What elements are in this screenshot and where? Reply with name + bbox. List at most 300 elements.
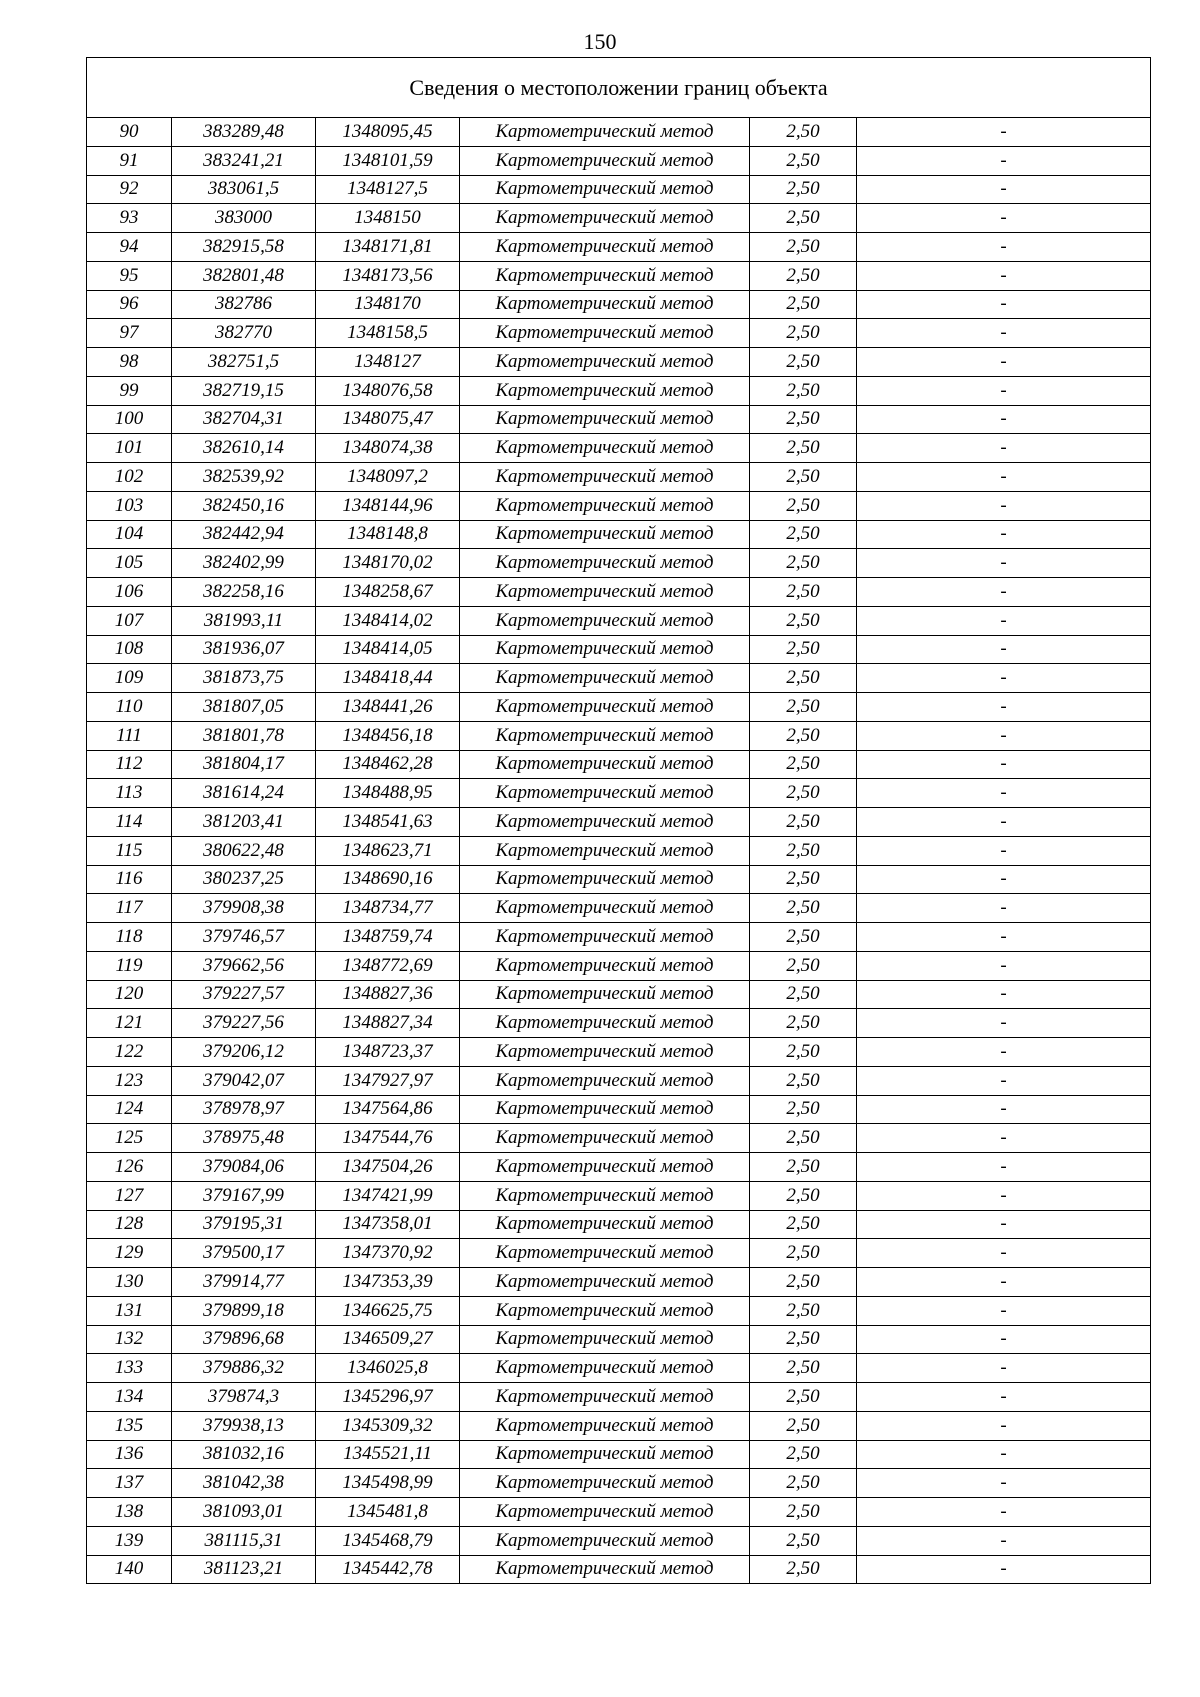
table-row [87, 233, 1151, 262]
y-coordinate-cell: 1348258,67 [316, 578, 460, 607]
table-row [87, 1210, 1151, 1239]
table-row [87, 1296, 1151, 1325]
y-coordinate-cell: 1345481,8 [316, 1498, 460, 1527]
accuracy-cell: 2,50 [750, 721, 857, 750]
accuracy-cell: 2,50 [750, 405, 857, 434]
accuracy-cell: 2,50 [750, 1009, 857, 1038]
point-number-cell: 132 [87, 1325, 172, 1354]
description-cell: - [857, 261, 1151, 290]
x-coordinate-cell: 378978,97 [172, 1095, 316, 1124]
point-number-cell: 124 [87, 1095, 172, 1124]
table-row [87, 1181, 1151, 1210]
x-coordinate-cell: 381936,07 [172, 635, 316, 664]
table-row [87, 1239, 1151, 1268]
accuracy-cell: 2,50 [750, 808, 857, 837]
accuracy-cell: 2,50 [750, 1095, 857, 1124]
accuracy-cell: 2,50 [750, 319, 857, 348]
description-cell: - [857, 118, 1151, 147]
x-coordinate-cell: 379908,38 [172, 894, 316, 923]
x-coordinate-cell: 381804,17 [172, 750, 316, 779]
table-row [87, 1354, 1151, 1383]
x-coordinate-cell: 379874,3 [172, 1383, 316, 1412]
y-coordinate-cell: 1347353,39 [316, 1268, 460, 1297]
table-row [87, 1383, 1151, 1412]
y-coordinate-cell: 1348171,81 [316, 233, 460, 262]
description-cell: - [857, 319, 1151, 348]
y-coordinate-cell: 1345498,99 [316, 1469, 460, 1498]
table-row [87, 405, 1151, 434]
point-number-cell: 98 [87, 348, 172, 377]
method-cell: Картометрический метод [460, 1095, 750, 1124]
accuracy-cell: 2,50 [750, 1383, 857, 1412]
x-coordinate-cell: 379886,32 [172, 1354, 316, 1383]
accuracy-cell: 2,50 [750, 1411, 857, 1440]
table-caption: Сведения о местоположении границ объекта [87, 58, 1151, 118]
point-number-cell: 127 [87, 1181, 172, 1210]
method-cell: Картометрический метод [460, 1066, 750, 1095]
accuracy-cell: 2,50 [750, 118, 857, 147]
point-number-cell: 107 [87, 606, 172, 635]
point-number-cell: 129 [87, 1239, 172, 1268]
method-cell: Картометрический метод [460, 376, 750, 405]
y-coordinate-cell: 1348414,05 [316, 635, 460, 664]
x-coordinate-cell: 379227,56 [172, 1009, 316, 1038]
description-cell: - [857, 290, 1151, 319]
y-coordinate-cell: 1348734,77 [316, 894, 460, 923]
description-cell: - [857, 1411, 1151, 1440]
point-number-cell: 92 [87, 175, 172, 204]
description-cell: - [857, 376, 1151, 405]
y-coordinate-cell: 1348101,59 [316, 146, 460, 175]
description-cell: - [857, 463, 1151, 492]
table-row [87, 520, 1151, 549]
accuracy-cell: 2,50 [750, 1296, 857, 1325]
accuracy-cell: 2,50 [750, 693, 857, 722]
y-coordinate-cell: 1348441,26 [316, 693, 460, 722]
method-cell: Картометрический метод [460, 894, 750, 923]
table-row [87, 951, 1151, 980]
point-number-cell: 115 [87, 836, 172, 865]
y-coordinate-cell: 1347358,01 [316, 1210, 460, 1239]
x-coordinate-cell: 379896,68 [172, 1325, 316, 1354]
table-row [87, 836, 1151, 865]
table-row [87, 865, 1151, 894]
y-coordinate-cell: 1348827,34 [316, 1009, 460, 1038]
x-coordinate-cell: 382610,14 [172, 434, 316, 463]
y-coordinate-cell: 1348150 [316, 204, 460, 233]
table-row [87, 750, 1151, 779]
y-coordinate-cell: 1348144,96 [316, 491, 460, 520]
accuracy-cell: 2,50 [750, 1066, 857, 1095]
accuracy-cell: 2,50 [750, 606, 857, 635]
x-coordinate-cell: 381614,24 [172, 779, 316, 808]
boundary-coordinates-table [86, 57, 1151, 1584]
method-cell: Картометрический метод [460, 1268, 750, 1297]
method-cell: Картометрический метод [460, 721, 750, 750]
accuracy-cell: 2,50 [750, 175, 857, 204]
description-cell: - [857, 1498, 1151, 1527]
accuracy-cell: 2,50 [750, 290, 857, 319]
table-row [87, 693, 1151, 722]
method-cell: Картометрический метод [460, 463, 750, 492]
x-coordinate-cell: 379938,13 [172, 1411, 316, 1440]
y-coordinate-cell: 1348462,28 [316, 750, 460, 779]
y-coordinate-cell: 1345309,32 [316, 1411, 460, 1440]
table-row [87, 1095, 1151, 1124]
accuracy-cell: 2,50 [750, 1124, 857, 1153]
table-row [87, 1009, 1151, 1038]
description-cell: - [857, 1526, 1151, 1555]
description-cell: - [857, 405, 1151, 434]
accuracy-cell: 2,50 [750, 894, 857, 923]
accuracy-cell: 2,50 [750, 1239, 857, 1268]
method-cell: Картометрический метод [460, 635, 750, 664]
method-cell: Картометрический метод [460, 1038, 750, 1067]
table-row [87, 779, 1151, 808]
method-cell: Картометрический метод [460, 1526, 750, 1555]
description-cell: - [857, 1555, 1151, 1584]
point-number-cell: 105 [87, 549, 172, 578]
point-number-cell: 108 [87, 635, 172, 664]
description-cell: - [857, 1095, 1151, 1124]
y-coordinate-cell: 1348759,74 [316, 923, 460, 952]
accuracy-cell: 2,50 [750, 434, 857, 463]
method-cell: Картометрический метод [460, 578, 750, 607]
table-row [87, 578, 1151, 607]
method-cell: Картометрический метод [460, 146, 750, 175]
description-cell: - [857, 1239, 1151, 1268]
accuracy-cell: 2,50 [750, 1555, 857, 1584]
point-number-cell: 112 [87, 750, 172, 779]
description-cell: - [857, 233, 1151, 262]
x-coordinate-cell: 382402,99 [172, 549, 316, 578]
table-row [87, 434, 1151, 463]
table-row [87, 1153, 1151, 1182]
method-cell: Картометрический метод [460, 118, 750, 147]
description-cell: - [857, 491, 1151, 520]
x-coordinate-cell: 383000 [172, 204, 316, 233]
table-row [87, 1124, 1151, 1153]
table-row [87, 1038, 1151, 1067]
point-number-cell: 135 [87, 1411, 172, 1440]
description-cell: - [857, 779, 1151, 808]
y-coordinate-cell: 1347421,99 [316, 1181, 460, 1210]
point-number-cell: 111 [87, 721, 172, 750]
point-number-cell: 104 [87, 520, 172, 549]
point-number-cell: 117 [87, 894, 172, 923]
x-coordinate-cell: 381993,11 [172, 606, 316, 635]
description-cell: - [857, 664, 1151, 693]
description-cell: - [857, 1440, 1151, 1469]
x-coordinate-cell: 382751,5 [172, 348, 316, 377]
point-number-cell: 93 [87, 204, 172, 233]
y-coordinate-cell: 1348456,18 [316, 721, 460, 750]
x-coordinate-cell: 383289,48 [172, 118, 316, 147]
description-cell: - [857, 1153, 1151, 1182]
x-coordinate-cell: 381093,01 [172, 1498, 316, 1527]
y-coordinate-cell: 1348158,5 [316, 319, 460, 348]
method-cell: Картометрический метод [460, 693, 750, 722]
accuracy-cell: 2,50 [750, 520, 857, 549]
table-row [87, 1268, 1151, 1297]
table-row [87, 261, 1151, 290]
x-coordinate-cell: 381115,31 [172, 1526, 316, 1555]
method-cell: Картометрический метод [460, 1469, 750, 1498]
y-coordinate-cell: 1348170 [316, 290, 460, 319]
point-number-cell: 113 [87, 779, 172, 808]
table-row [87, 1325, 1151, 1354]
x-coordinate-cell: 381042,38 [172, 1469, 316, 1498]
description-cell: - [857, 175, 1151, 204]
y-coordinate-cell: 1346509,27 [316, 1325, 460, 1354]
x-coordinate-cell: 379227,57 [172, 980, 316, 1009]
method-cell: Картометрический метод [460, 980, 750, 1009]
table-row [87, 1555, 1151, 1584]
point-number-cell: 126 [87, 1153, 172, 1182]
point-number-cell: 106 [87, 578, 172, 607]
table-row [87, 1498, 1151, 1527]
y-coordinate-cell: 1348827,36 [316, 980, 460, 1009]
method-cell: Картометрический метод [460, 1124, 750, 1153]
method-cell: Картометрический метод [460, 1181, 750, 1210]
description-cell: - [857, 808, 1151, 837]
accuracy-cell: 2,50 [750, 1153, 857, 1182]
accuracy-cell: 2,50 [750, 1268, 857, 1297]
description-cell: - [857, 1296, 1151, 1325]
description-cell: - [857, 750, 1151, 779]
accuracy-cell: 2,50 [750, 348, 857, 377]
point-number-cell: 139 [87, 1526, 172, 1555]
x-coordinate-cell: 381032,16 [172, 1440, 316, 1469]
x-coordinate-cell: 381873,75 [172, 664, 316, 693]
y-coordinate-cell: 1345468,79 [316, 1526, 460, 1555]
x-coordinate-cell: 382442,94 [172, 520, 316, 549]
point-number-cell: 110 [87, 693, 172, 722]
description-cell: - [857, 980, 1151, 1009]
table-row [87, 491, 1151, 520]
description-cell: - [857, 549, 1151, 578]
method-cell: Картометрический метод [460, 520, 750, 549]
point-number-cell: 97 [87, 319, 172, 348]
point-number-cell: 101 [87, 434, 172, 463]
accuracy-cell: 2,50 [750, 1498, 857, 1527]
description-cell: - [857, 1325, 1151, 1354]
method-cell: Картометрический метод [460, 1210, 750, 1239]
description-cell: - [857, 951, 1151, 980]
point-number-cell: 109 [87, 664, 172, 693]
method-cell: Картометрический метод [460, 664, 750, 693]
description-cell: - [857, 1210, 1151, 1239]
y-coordinate-cell: 1348095,45 [316, 118, 460, 147]
x-coordinate-cell: 382770 [172, 319, 316, 348]
y-coordinate-cell: 1347564,86 [316, 1095, 460, 1124]
description-cell: - [857, 1268, 1151, 1297]
y-coordinate-cell: 1347927,97 [316, 1066, 460, 1095]
method-cell: Картометрический метод [460, 1383, 750, 1412]
x-coordinate-cell: 379899,18 [172, 1296, 316, 1325]
table-row [87, 808, 1151, 837]
table-row [87, 348, 1151, 377]
method-cell: Картометрический метод [460, 1354, 750, 1383]
point-number-cell: 119 [87, 951, 172, 980]
accuracy-cell: 2,50 [750, 750, 857, 779]
point-number-cell: 134 [87, 1383, 172, 1412]
x-coordinate-cell: 381807,05 [172, 693, 316, 722]
point-number-cell: 95 [87, 261, 172, 290]
y-coordinate-cell: 1348097,2 [316, 463, 460, 492]
method-cell: Картометрический метод [460, 434, 750, 463]
y-coordinate-cell: 1348623,71 [316, 836, 460, 865]
method-cell: Картометрический метод [460, 261, 750, 290]
x-coordinate-cell: 381203,41 [172, 808, 316, 837]
table-row [87, 1526, 1151, 1555]
point-number-cell: 90 [87, 118, 172, 147]
accuracy-cell: 2,50 [750, 549, 857, 578]
y-coordinate-cell: 1348690,16 [316, 865, 460, 894]
table-row [87, 204, 1151, 233]
description-cell: - [857, 348, 1151, 377]
x-coordinate-cell: 382704,31 [172, 405, 316, 434]
accuracy-cell: 2,50 [750, 463, 857, 492]
x-coordinate-cell: 379914,77 [172, 1268, 316, 1297]
method-cell: Картометрический метод [460, 951, 750, 980]
point-number-cell: 123 [87, 1066, 172, 1095]
description-cell: - [857, 836, 1151, 865]
description-cell: - [857, 1383, 1151, 1412]
method-cell: Картометрический метод [460, 1239, 750, 1268]
y-coordinate-cell: 1348074,38 [316, 434, 460, 463]
accuracy-cell: 2,50 [750, 836, 857, 865]
page-number: 150 [583, 29, 617, 54]
accuracy-cell: 2,50 [750, 204, 857, 233]
x-coordinate-cell: 378975,48 [172, 1124, 316, 1153]
y-coordinate-cell: 1348414,02 [316, 606, 460, 635]
method-cell: Картометрический метод [460, 175, 750, 204]
x-coordinate-cell: 380622,48 [172, 836, 316, 865]
point-number-cell: 114 [87, 808, 172, 837]
method-cell: Картометрический метод [460, 750, 750, 779]
point-number-cell: 116 [87, 865, 172, 894]
y-coordinate-cell: 1348723,37 [316, 1038, 460, 1067]
accuracy-cell: 2,50 [750, 1210, 857, 1239]
description-cell: - [857, 693, 1151, 722]
x-coordinate-cell: 382786 [172, 290, 316, 319]
method-cell: Картометрический метод [460, 549, 750, 578]
point-number-cell: 137 [87, 1469, 172, 1498]
coordinates-table-wrapper [86, 57, 1150, 1584]
accuracy-cell: 2,50 [750, 578, 857, 607]
method-cell: Картометрический метод [460, 1009, 750, 1038]
x-coordinate-cell: 380237,25 [172, 865, 316, 894]
x-coordinate-cell: 379206,12 [172, 1038, 316, 1067]
x-coordinate-cell: 382915,58 [172, 233, 316, 262]
table-row [87, 1411, 1151, 1440]
accuracy-cell: 2,50 [750, 980, 857, 1009]
point-number-cell: 125 [87, 1124, 172, 1153]
description-cell: - [857, 923, 1151, 952]
y-coordinate-cell: 1348148,8 [316, 520, 460, 549]
point-number-cell: 122 [87, 1038, 172, 1067]
table-row [87, 290, 1151, 319]
accuracy-cell: 2,50 [750, 1440, 857, 1469]
method-cell: Картометрический метод [460, 319, 750, 348]
y-coordinate-cell: 1345442,78 [316, 1555, 460, 1584]
method-cell: Картометрический метод [460, 204, 750, 233]
y-coordinate-cell: 1347544,76 [316, 1124, 460, 1153]
x-coordinate-cell: 382719,15 [172, 376, 316, 405]
point-number-cell: 91 [87, 146, 172, 175]
method-cell: Картометрический метод [460, 779, 750, 808]
y-coordinate-cell: 1348127,5 [316, 175, 460, 204]
x-coordinate-cell: 382539,92 [172, 463, 316, 492]
description-cell: - [857, 1124, 1151, 1153]
point-number-cell: 121 [87, 1009, 172, 1038]
y-coordinate-cell: 1346025,8 [316, 1354, 460, 1383]
point-number-cell: 140 [87, 1555, 172, 1584]
description-cell: - [857, 1009, 1151, 1038]
method-cell: Картометрический метод [460, 491, 750, 520]
description-cell: - [857, 578, 1151, 607]
table-row [87, 175, 1151, 204]
description-cell: - [857, 1354, 1151, 1383]
x-coordinate-cell: 382450,16 [172, 491, 316, 520]
description-cell: - [857, 865, 1151, 894]
x-coordinate-cell: 381801,78 [172, 721, 316, 750]
method-cell: Картометрический метод [460, 606, 750, 635]
table-body [87, 118, 1151, 1584]
accuracy-cell: 2,50 [750, 664, 857, 693]
point-number-cell: 102 [87, 463, 172, 492]
x-coordinate-cell: 379167,99 [172, 1181, 316, 1210]
accuracy-cell: 2,50 [750, 146, 857, 175]
description-cell: - [857, 606, 1151, 635]
accuracy-cell: 2,50 [750, 491, 857, 520]
description-cell: - [857, 1038, 1151, 1067]
y-coordinate-cell: 1348541,63 [316, 808, 460, 837]
x-coordinate-cell: 379500,17 [172, 1239, 316, 1268]
description-cell: - [857, 520, 1151, 549]
y-coordinate-cell: 1346625,75 [316, 1296, 460, 1325]
table-caption-row [87, 58, 1151, 118]
y-coordinate-cell: 1347504,26 [316, 1153, 460, 1182]
point-number-cell: 133 [87, 1354, 172, 1383]
point-number-cell: 128 [87, 1210, 172, 1239]
description-cell: - [857, 1066, 1151, 1095]
description-cell: - [857, 204, 1151, 233]
accuracy-cell: 2,50 [750, 261, 857, 290]
method-cell: Картометрический метод [460, 1440, 750, 1469]
table-row [87, 376, 1151, 405]
table-row [87, 1469, 1151, 1498]
accuracy-cell: 2,50 [750, 1526, 857, 1555]
point-number-cell: 100 [87, 405, 172, 434]
description-cell: - [857, 1469, 1151, 1498]
point-number-cell: 96 [87, 290, 172, 319]
y-coordinate-cell: 1345521,11 [316, 1440, 460, 1469]
method-cell: Картометрический метод [460, 233, 750, 262]
method-cell: Картометрический метод [460, 290, 750, 319]
point-number-cell: 136 [87, 1440, 172, 1469]
x-coordinate-cell: 381123,21 [172, 1555, 316, 1584]
method-cell: Картометрический метод [460, 348, 750, 377]
description-cell: - [857, 1181, 1151, 1210]
x-coordinate-cell: 379746,57 [172, 923, 316, 952]
y-coordinate-cell: 1348418,44 [316, 664, 460, 693]
description-cell: - [857, 434, 1151, 463]
point-number-cell: 130 [87, 1268, 172, 1297]
table-row [87, 664, 1151, 693]
table-row [87, 721, 1151, 750]
